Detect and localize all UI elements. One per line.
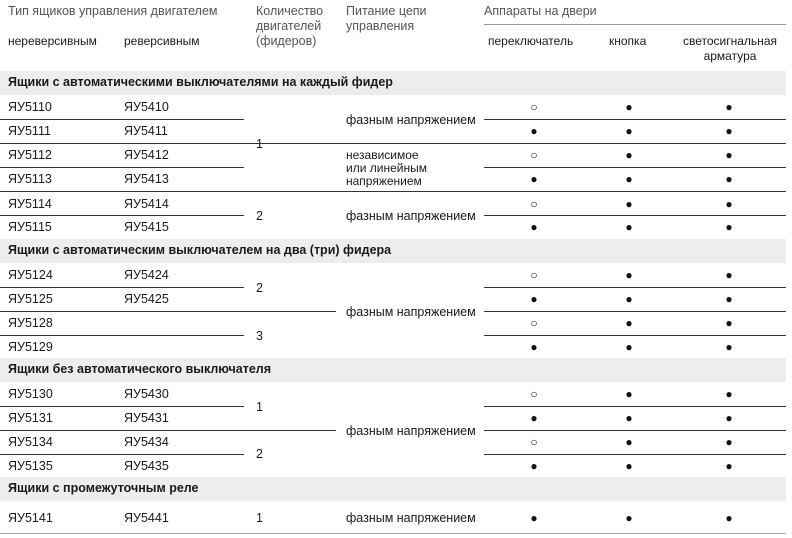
button-header: кнопка [609,34,647,48]
type-header: Тип ящиков управления двигателем [8,4,218,18]
nonreversible-code: ЯУ5134 [8,435,53,449]
nonreversible-code: ЯУ5113 [8,172,52,186]
switch-mark: ○ [530,100,538,114]
row-divider [484,167,786,168]
row-divider [0,406,244,407]
switch-mark: ○ [530,316,538,330]
reversible-code: ЯУ5410 [124,100,169,114]
row-divider [0,287,244,288]
power-supply: фазным напряжением [346,305,476,319]
nonreversible-header: нереверсивным [8,34,97,48]
button-mark: ● [625,411,633,425]
power-header-line-1: Питание цепи [346,4,427,18]
motor-count: 1 [256,511,263,525]
switch-mark: ○ [530,387,538,401]
row-divider [484,119,786,120]
signal-mark: ● [725,435,733,449]
row-divider [484,311,786,312]
section-bar [0,477,786,501]
switch-mark: ○ [530,148,538,162]
row-divider [0,143,786,144]
nonreversible-code: ЯУ5110 [8,100,52,114]
signal-mark: ● [725,197,733,211]
door-devices-header: Аппараты на двери [484,4,597,18]
nonreversible-code: ЯУ5141 [8,511,53,525]
row-divider [0,430,336,431]
nonreversible-code: ЯУ5115 [8,220,52,234]
button-mark: ● [625,387,633,401]
row-divider [0,167,244,168]
button-mark: ● [625,124,633,138]
signal-mark: ● [725,268,733,282]
row-divider [484,215,786,216]
reversible-code: ЯУ5431 [124,411,169,425]
nonreversible-code: ЯУ5135 [8,459,53,473]
signal-mark: ● [725,172,733,186]
signal-mark: ● [725,511,733,525]
reversible-code: ЯУ5425 [124,292,169,306]
button-mark: ● [625,100,633,114]
reversible-code: ЯУ5414 [124,197,169,211]
signal-mark: ● [725,459,733,473]
button-mark: ● [625,148,633,162]
section-bar [0,239,786,263]
nonreversible-code: ЯУ5131 [8,411,53,425]
section-bar [0,71,786,95]
button-mark: ● [625,511,633,525]
switch-mark: ● [530,511,538,525]
reversible-header: реверсивным [124,34,200,48]
power-supply: фазным напряжением [346,424,476,438]
button-mark: ● [625,172,633,186]
switch-mark: ● [530,124,538,138]
motor-count: 1 [256,400,263,414]
reversible-code: ЯУ5411 [124,124,168,138]
button-mark: ● [625,292,633,306]
signal-mark: ● [725,316,733,330]
signal-header-line-1: светосигнальная [683,34,777,48]
row-divider [0,311,336,312]
row-divider [0,335,244,336]
section-title: Ящики с автоматическими выключателями на каждый фидер [8,75,393,89]
row-divider [484,335,786,336]
count-header-line-2: двигателей [256,19,322,33]
switch-mark: ○ [530,435,538,449]
reversible-code: ЯУ5430 [124,387,169,401]
switch-mark: ● [530,172,538,186]
switch-mark: ● [530,340,538,354]
motor-count: 2 [256,209,263,223]
motor-count: 1 [256,137,263,151]
signal-mark: ● [725,100,733,114]
row-divider [484,287,786,288]
switch-mark: ● [530,292,538,306]
door-header-divider [484,24,786,25]
signal-mark: ● [725,292,733,306]
signal-mark: ● [725,148,733,162]
power-supply: фазным напряжением [346,511,476,525]
reversible-code: ЯУ5412 [124,148,169,162]
motor-count: 2 [256,281,263,295]
power-supply: фазным напряжением [346,209,476,223]
section-title: Ящики с автоматическим выключателем на два (три) фидера [8,243,392,257]
button-mark: ● [625,197,633,211]
count-header-line-1: Количество [256,4,324,18]
power-supply-line-1: независимое [346,148,419,162]
nonreversible-code: ЯУ5112 [8,148,52,162]
button-mark: ● [625,459,633,473]
power-header-line-2: управления [346,19,415,33]
nonreversible-code: ЯУ5129 [8,340,53,354]
button-mark: ● [625,435,633,449]
count-header-line-3: (фидеров) [256,34,317,48]
nonreversible-code: ЯУ5130 [8,387,53,401]
switch-mark: ○ [530,268,538,282]
switch-mark: ● [530,411,538,425]
signal-mark: ● [725,411,733,425]
power-supply: фазным напряжением [346,113,476,127]
row-divider [484,406,786,407]
signal-mark: ● [725,124,733,138]
motor-count: 2 [256,447,263,461]
nonreversible-code: ЯУ5111 [8,124,51,138]
signal-mark: ● [725,340,733,354]
row-divider [0,215,244,216]
button-mark: ● [625,340,633,354]
signal-mark: ● [725,387,733,401]
section-bar [0,358,786,382]
signal-header-line-2: арматура [703,49,757,63]
row-divider [0,454,244,455]
row-divider [484,430,786,431]
reversible-code: ЯУ5441 [124,511,169,525]
power-supply-line-2: или линейным [346,161,427,175]
reversible-code: ЯУ5415 [124,220,169,234]
nonreversible-code: ЯУ5125 [8,292,53,306]
row-divider [0,191,786,192]
row-divider [0,119,244,120]
table-bottom-rule [0,533,786,534]
section-title: Ящики с промежуточным реле [8,481,199,495]
reversible-code: ЯУ5413 [124,172,169,186]
power-supply-line-3: напряжением [346,174,422,188]
button-mark: ● [625,316,633,330]
section-title: Ящики без автоматического выключателя [8,362,272,376]
switch-mark: ● [530,220,538,234]
reversible-code: ЯУ5434 [124,435,169,449]
button-mark: ● [625,268,633,282]
motor-count: 3 [256,329,263,343]
row-divider [484,454,786,455]
switch-mark: ● [530,459,538,473]
signal-mark: ● [725,220,733,234]
switch-header: переключатель [488,34,574,48]
nonreversible-code: ЯУ5124 [8,268,53,282]
reversible-code: ЯУ5435 [124,459,169,473]
nonreversible-code: ЯУ5114 [8,197,52,211]
button-mark: ● [625,220,633,234]
nonreversible-code: ЯУ5128 [8,316,53,330]
reversible-code: ЯУ5424 [124,268,169,282]
switch-mark: ○ [530,197,538,211]
